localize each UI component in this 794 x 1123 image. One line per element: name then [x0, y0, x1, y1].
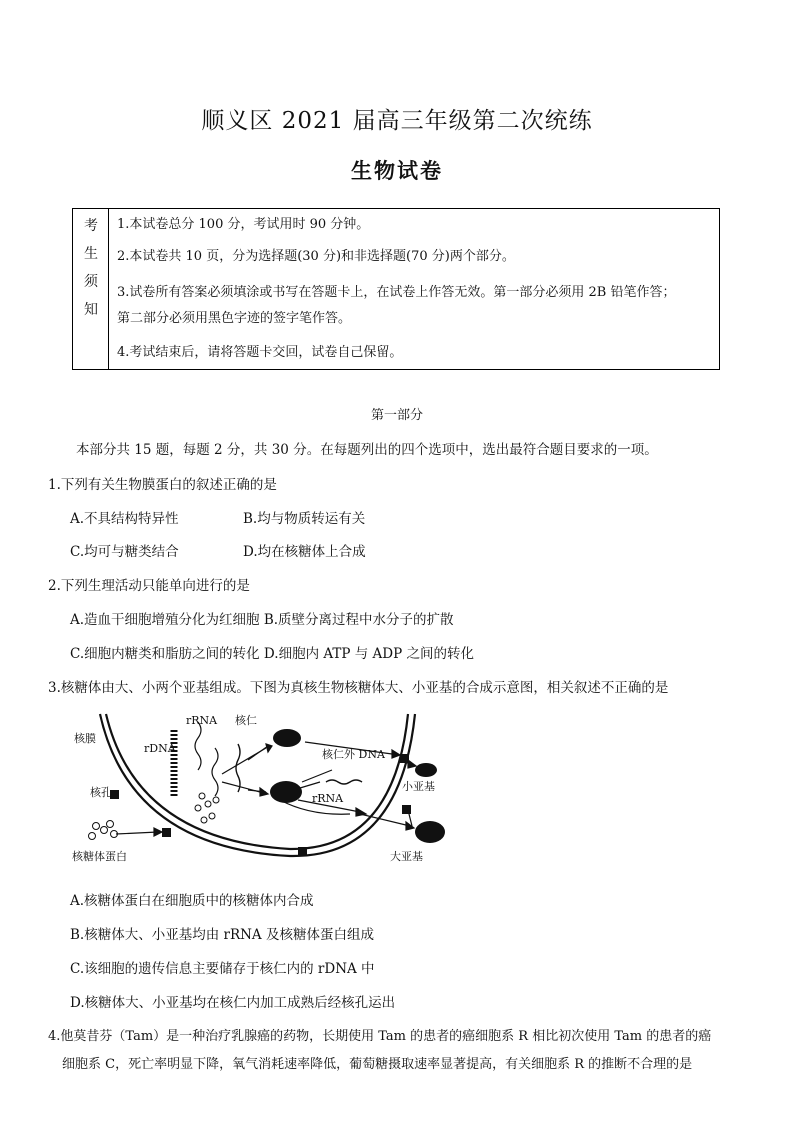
- notice-label-char: 生: [84, 246, 98, 262]
- label-rrna-top: rRNA: [186, 714, 218, 727]
- question-stem-line: 4.他莫昔芬（Tam）是一种治疗乳腺癌的药物，长期使用 Tam 的患者的癌细胞系 R 相比初次使用 Tam 的患者的癌: [48, 1029, 712, 1044]
- nuclear-pore: [162, 828, 171, 837]
- large-subunit-icon: [415, 821, 445, 843]
- notice-item: 3.试卷所有答案必须填涂或书写在答题卡上，在试卷上作答无效。第一部分必须用 2B 铅笔作答；: [117, 285, 676, 300]
- part-intro: 本部分共 15 题，每题 2 分，共 30 分。在每题列出的四个选项中，选出最符合题目要求的一项。: [76, 442, 658, 458]
- option-b: B.核糖体大、小亚基均由 rRNA 及核糖体蛋白组成: [70, 927, 374, 943]
- label-membrane: 核膜: [74, 732, 96, 745]
- option-d: D.核糖体大、小亚基均在核仁内加工成熟后经核孔运出: [70, 995, 396, 1011]
- label-small-subunit: 小亚基: [402, 780, 435, 793]
- label-rdna: rDNA: [144, 742, 176, 755]
- part-title: 第一部分: [370, 408, 423, 423]
- label-large-subunit: 大亚基: [390, 850, 423, 863]
- rrna-strand: [236, 744, 240, 792]
- option-c: C.均可与糖类结合: [70, 544, 179, 560]
- label-ribosomal-protein: 核糖体蛋白: [72, 850, 127, 863]
- option-a: A.不具结构特异性: [70, 511, 179, 527]
- exam-notice-box: [72, 208, 720, 370]
- protein-particles: [195, 793, 219, 823]
- notice-item: 第二部分必须用黑色字迹的签字笔作答。: [117, 311, 352, 326]
- question-stem: 1.下列有关生物膜蛋白的叙述正确的是: [48, 477, 277, 493]
- nuclear-pore: [298, 847, 307, 856]
- question-stem: 2.下列生理活动只能单向进行的是: [48, 578, 250, 594]
- question-stem: 3.核糖体由大、小两个亚基组成。下图为真核生物核糖体大、小亚基的合成示意图，相关叙述不正确的是: [48, 680, 669, 696]
- notice-item: 4.考试结束后，请将答题卡交回，试卷自己保留。: [117, 345, 403, 360]
- nuclear-membrane-outer: [100, 714, 415, 856]
- notice-label-char: 考: [84, 218, 98, 234]
- nuclear-membrane-inner: [106, 714, 408, 849]
- label-rrna-mid: rRNA: [312, 792, 344, 805]
- small-subunit-icon: [415, 763, 437, 777]
- ribosomal-protein-cluster: [89, 821, 118, 840]
- option-line-cd: C.细胞内糖类和脂肪之间的转化 D.细胞内 ATP 与 ADP 之间的转化: [70, 646, 474, 662]
- option-a: A.核糖体蛋白在细胞质中的核糖体内合成: [70, 893, 314, 909]
- notice-item: 2.本试卷共 10 页，分为选择题(30 分)和非选择题(70 分)两个部分。: [117, 249, 515, 264]
- rrna-strand: [195, 722, 201, 770]
- option-d: D.均在核糖体上合成: [243, 544, 366, 560]
- extra-nucleolar-dna: [326, 780, 362, 784]
- option-b: B.均与物质转运有关: [243, 511, 366, 527]
- page-title: 顺义区 2021 届高三年级第二次统练: [201, 108, 593, 134]
- notice-label-column: [73, 209, 109, 369]
- label-pore: 核孔: [90, 786, 112, 799]
- question-stem-line: 细胞系 C，死亡率明显下降，氧气消耗速率降低，葡萄糖摄取速率显著提高，有关细胞系 R 的推断不合理的是: [62, 1057, 693, 1072]
- nuclear-pore: [402, 805, 411, 814]
- subunit-in-nucleolus: [273, 729, 301, 747]
- page-subtitle: 生物试卷: [351, 158, 443, 183]
- subunit-in-nucleolus: [270, 781, 302, 803]
- notice-label-char: 知: [84, 302, 98, 318]
- notice-label-char: 须: [84, 274, 98, 290]
- label-nucleolus: 核仁: [235, 714, 257, 727]
- notice-item: 1.本试卷总分 100 分，考试用时 90 分钟。: [117, 217, 370, 232]
- option-c: C.该细胞的遗传信息主要储存于核仁内的 rDNA 中: [70, 961, 375, 977]
- option-line-ab: A.造血干细胞增殖分化为红细胞 B.质壁分离过程中水分子的扩散: [70, 612, 454, 628]
- label-extra-dna: 核仁外 DNA: [322, 748, 385, 761]
- ribosome-synthesis-figure: [70, 708, 540, 868]
- rrna-strand: [212, 748, 218, 796]
